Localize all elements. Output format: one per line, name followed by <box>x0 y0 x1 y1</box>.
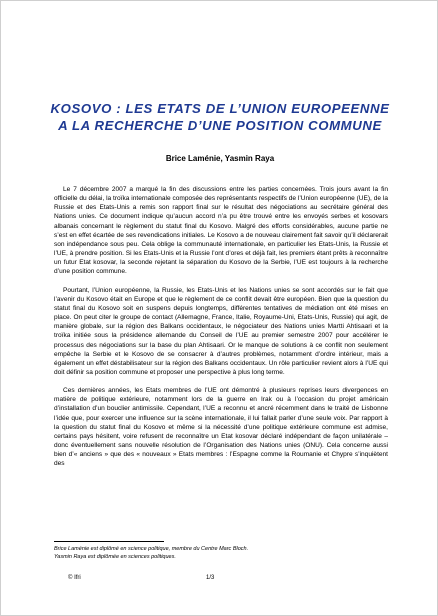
page-footer <box>54 575 388 585</box>
authors: Brice Laménie, Yasmin Raya <box>165 154 275 163</box>
page-number: 1/3 <box>206 575 215 581</box>
paragraph-1: Le 7 décembre 2007 a marqué la fin des discussions entre les parties concernées. Trois jours avant la fin officielle du délai, la troïka internationale composée des représentants respectifs de l’Union européenne (UE), de la Russie et des Etats-Unis a remis son rapport final sur le résultat des négociations au secrétaire général des Nations unies. Ce document indique qu’aucun accord n’a pu être trouvé entre les envoyés serbes et kosovars albanais concernant le règlement du statut final du Kosovo. Malgré des efforts considérables, aucune partie ne s’est en effet écartée de ses revendications initiales. Le Kosovo a de nouveau clairement fait savoir qu’il déclarerait son indépendance sous peu. Cela oblige la communauté internationale, en particulier les Etats-Unis, la Russie et l’UE, à prendre position. Si les Etats-Unis et la Russie l’ont d’ores et déjà fait, les premiers étant prêts à reconnaître un futur Etat kosovar, la seconde rejetant la séparation du Kosovo de la Serbie, l’UE est toujours à la recherche d’une position commune. <box>54 186 388 276</box>
paragraph-3: Ces dernières années, les Etats membres de l’UE ont démontré à plusieurs reprises leurs divergences en matière de politique extérieure, notamment lors de la guerre en Irak ou à l’occasion du projet américain d’installation d’un bouclier antimissile. Cependant, l’UE a reconnu et ancré récemment dans le traité de Lisbonne l’idée que, pour exercer une influence sur la scène internationale, il lui fallait parler d’une seule voix. Par rapport à la question du statut final du Kosovo et même si la nécessité d’une politique extérieure commune est admise, certains pays hésitent, voire refusent de reconnaître un Etat kosovar déclaré indépendant de façon unilatérale – donc éventuellement sans nouvelle résolution de l’Organisation des Nations unies (ONU). Cela concerne aussi bien d’« anciens » que des « nouveaux » Etats membres : l’Espagne comme la Roumanie et Chypre s’inquiètent des <box>54 387 388 468</box>
title-line-2: A LA RECHERCHE D’UNE POSITION COMMUNE <box>58 118 382 133</box>
copyright: © Ifri <box>68 575 81 581</box>
footnotes <box>54 546 354 561</box>
footnote-divider <box>54 541 164 542</box>
title-line-1: KOSOVO : LES ETATS DE L’UNION EUROPEENNE <box>50 101 390 116</box>
footnote-2: Yasmin Raya est diplômée en sciences politiques. <box>54 553 176 560</box>
document-title <box>1 100 438 134</box>
footnote-1: Brice Laménie est diplômé en science politique, membre du Centre Marc Bloch. <box>54 546 249 552</box>
paragraph-2: Pourtant, l’Union européenne, la Russie, les Etats-Unis et les Nations unies se sont accordés sur le fait que l’avenir du Kosovo était en Europe et que le règlement de ce conflit devait être européen. Bien que la question du statut final du Kosovo soit en suspens depuis longtemps, différentes tentatives de médiation ont été mises en place. On peut citer le groupe de contact (Allemagne, France, Italie, Royaume-Uni, Etats-Unis, Russie) qui agit, de manière globale, sur la région des Balkans occidentaux, le négociateur des Nations unies Martti Ahtisaari et la troïka initiée sous la présidence allemande du Conseil de l’UE au premier semestre 2007 pour accélérer le processus des négociations sur la base du plan Ahtisaari. Or le manque de solutions à ce conflit non seulement empêche la Serbie et le Kosovo de se consacrer à d’autres problèmes, notamment d’ordre intérieur, mais a également un effet déstabilisateur sur la région des Balkans occidentaux. Un rôle particulier revient alors à l’UE qui doit définir sa position commune et proposer une perspective à plus long terme. <box>54 286 388 376</box>
body-text <box>54 185 388 478</box>
